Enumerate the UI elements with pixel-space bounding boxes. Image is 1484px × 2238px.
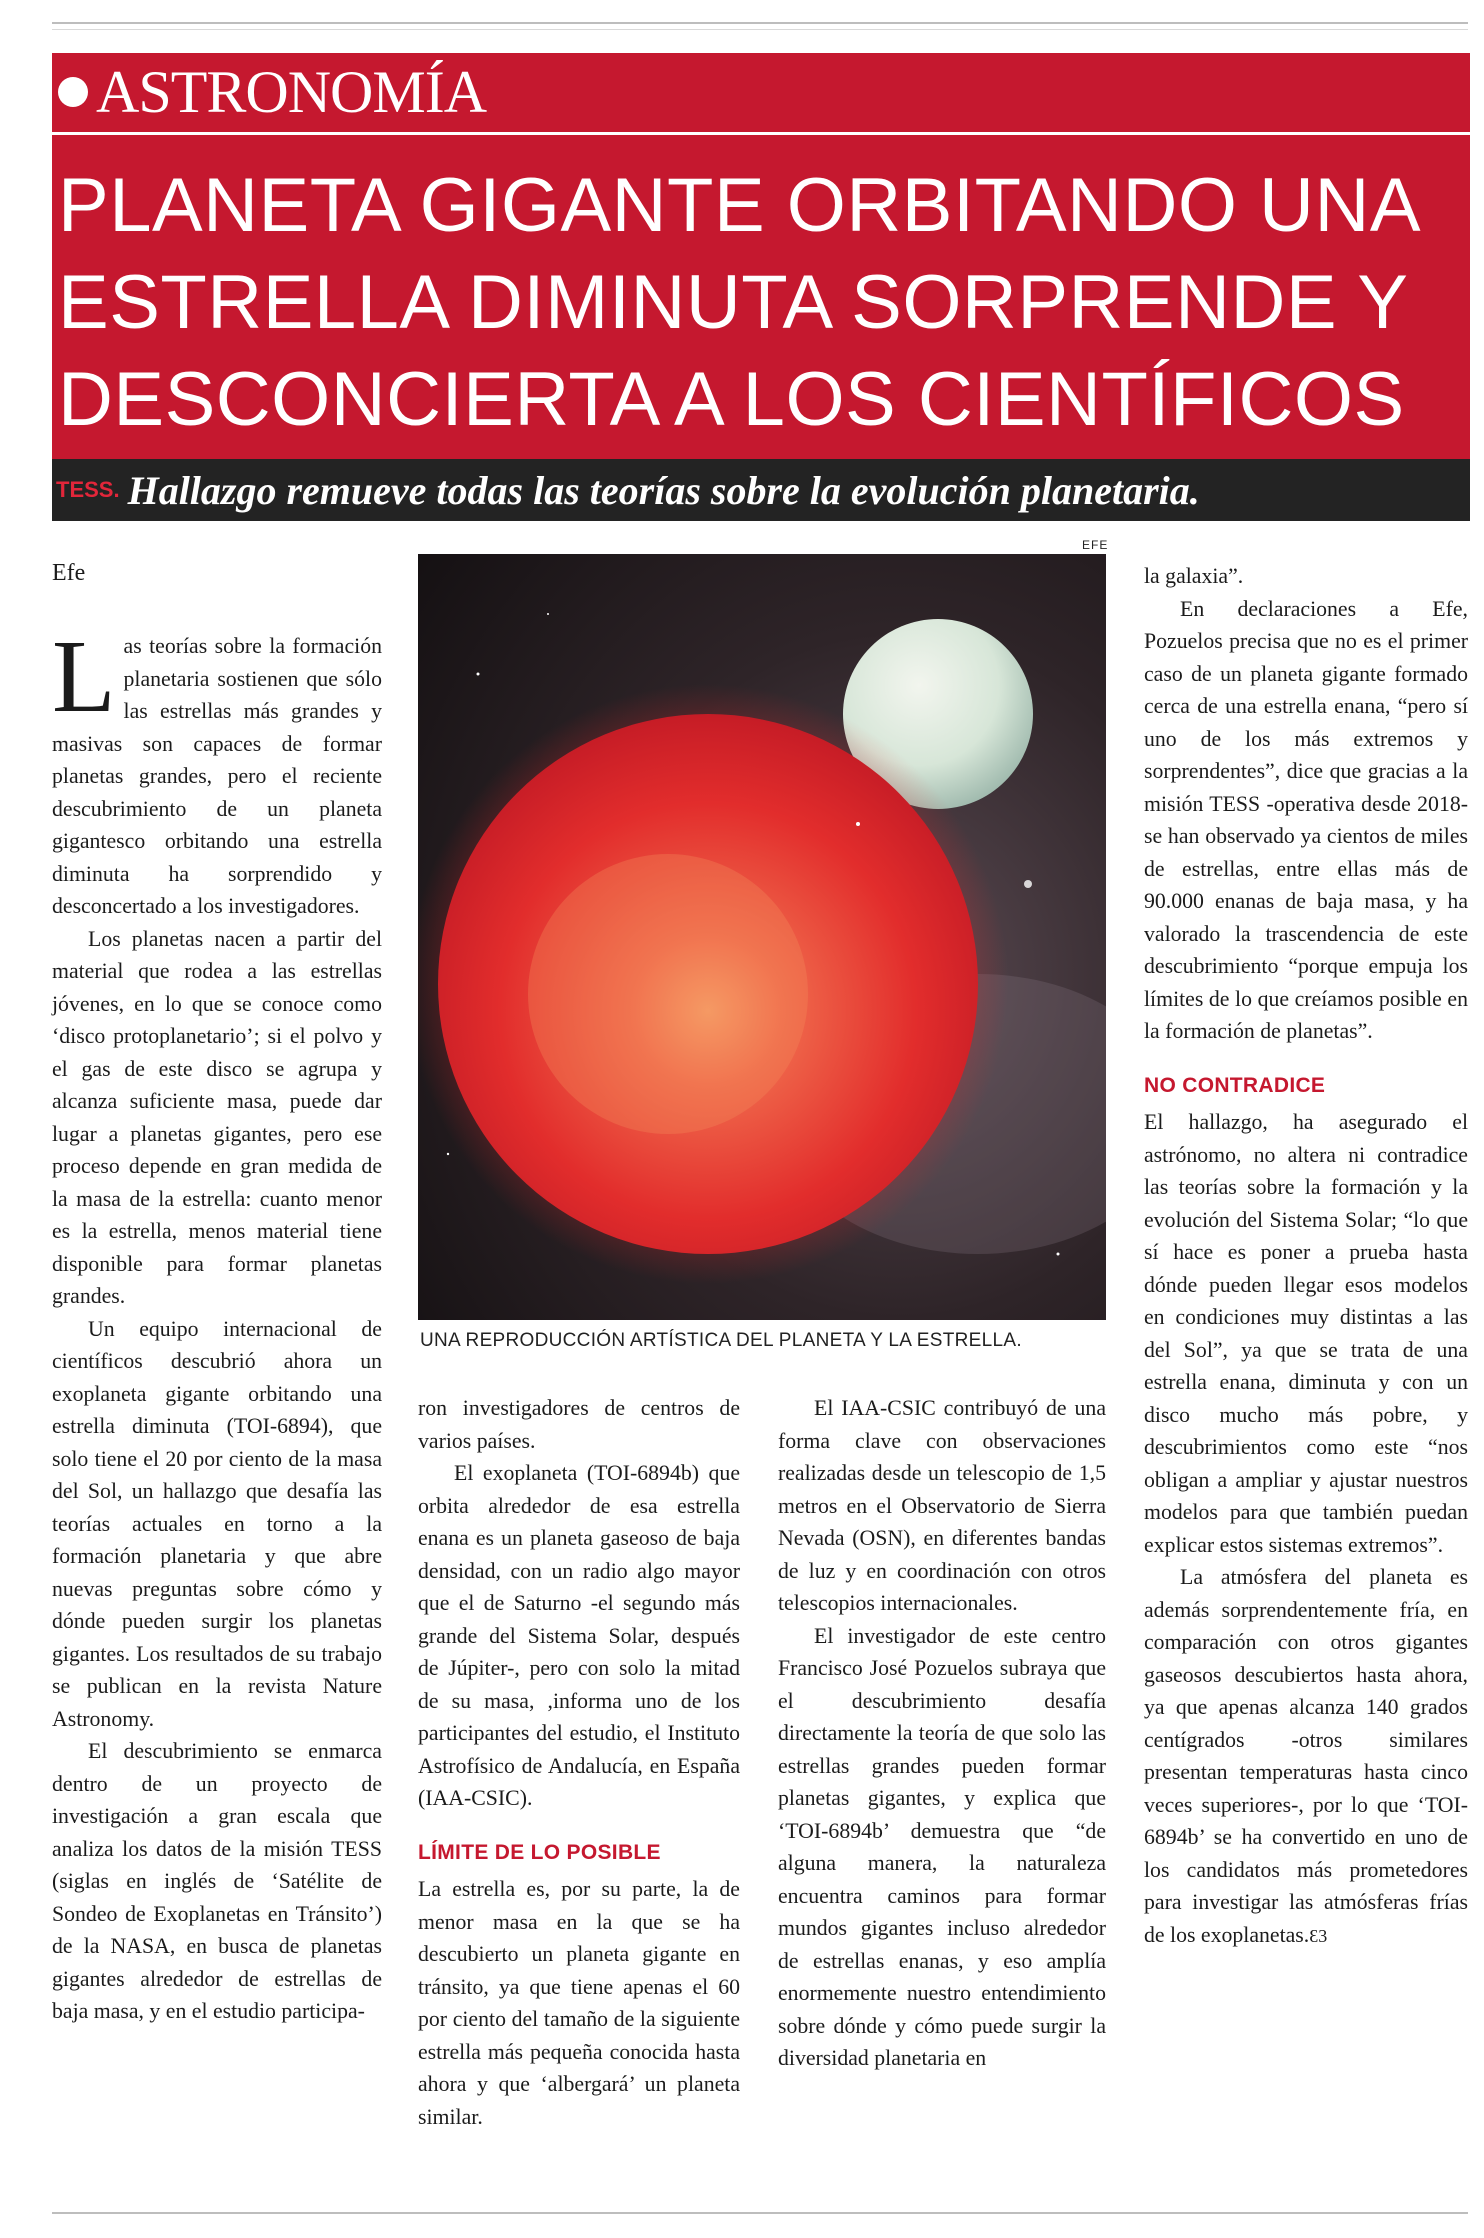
subhead-limite: LÍMITE DE LO POSIBLE: [418, 1840, 661, 1864]
paragraph-8: El IAA-CSIC contribuyó de una forma clave con observaciones realizadas desde un telescopio de 1,5 metros en el Observatorio de Sierra Nevada (OSN), en diferentes bandas de luz y en coordinación con otros telescopios internacionales.: [778, 1396, 1106, 1615]
article-column-1: [52, 619, 382, 2028]
paragraph-9: El investigador de este centro Francisco José Pozuelos subraya que el descubrimiento desafía directamente la teoría de que solo las estrellas grandes pueden formar planetas gigantes, y explica que ‘TOI-6894b’ demuestra que “de alguna manera, la naturaleza encuentra caminos para formar mundos gigantes incluso alrededor de estrellas enanas, y eso amplía enormemente nuestro entendimiento sobre dónde y cómo puede surgir la diversidad planetaria en: [778, 1623, 1106, 2070]
byline: Efe: [52, 560, 86, 586]
end-mark: Ɛ3: [1309, 1925, 1328, 1946]
header-banner: [52, 53, 1470, 459]
bottom-rule: [52, 2212, 1468, 2214]
paragraph-2: Los planetas nacen a partir del material que rodea a las estrellas jóvenes, en lo que se conoce como ‘disco protoplanetario’; si el polvo y el gas de este disco se agrupa y alcanza suficiente masa, puede dar lugar a planetas gigantes, pero ese proceso depende en gran medida de la masa de la estrella: cuanto menor es la estrella, menos material tiene disponible para formar planetas grandes.: [52, 926, 382, 1308]
article-column-4: [1144, 560, 1468, 1952]
subhead-no-contradice: NO CONTRADICE: [1144, 1073, 1326, 1097]
paragraph-12: El hallazgo, ha asegurado el astrónomo, no altera ni contradice las teorías sobre la formación y la evolución del Sistema Solar; “lo que sí hace es poner a prueba hasta dónde pueden llegar esos modelos en condiciones muy distintas a las del Sol”, ya que se trata de una estrella enana, diminuta y con un disco mucho más pobre, y descubrimientos como este “nos obligan a ampliar y ajustar nuestros modelos para que también puedan explicar estos sistemas extremos”.: [1144, 1110, 1468, 1557]
paragraph-1: [52, 619, 382, 923]
paragraph-13-text: La atmósfera del planeta es además sorprendentemente fría, en comparación con otros gigantes gaseosos descubiertos hasta ahora, ya que apenas alcanza 140 grados centígrados -otros similares presentan temperaturas hasta cinco veces superiores-, por lo que ‘TOI-6894b’ se ha convertido en uno de los candidatos más prometedores para investigar las atmósferas frías de los exoplanetas.: [1144, 1565, 1468, 1947]
paragraph-5: ron investigadores de centros de varios países.: [418, 1396, 740, 1453]
paragraph-3: Un equipo internacional de científicos descubrió ahora un exoplaneta gigante orbitando una estrella diminuta (TOI-6894), que solo tiene el 20 por ciento de la masa del Sol, un hallazgo que desafía las teorías actuales en torno a la formación planetaria y que abre nuevas preguntas sobre cómo y dónde pueden surgir los planetas gigantes. Los resultados de su trabajo se publican en la revista Nature Astronomy.: [52, 1316, 382, 1731]
star-planet-illustration: [418, 554, 1106, 1320]
photo-caption: UNA REPRODUCCIÓN ARTÍSTICA DEL PLANETA Y LA ESTRELLA.: [420, 1330, 1022, 1351]
deck-bar: [52, 459, 1470, 521]
paragraph-10: la galaxia”.: [1144, 564, 1244, 588]
deck-kicker: TESS.: [56, 477, 120, 502]
paragraph-4: El descubrimiento se enmarca dentro de un proyecto de investigación a gran escala que analiza los datos de la misión TESS (siglas en inglés de ‘Satélite de Sondeo de Exoplanetas en Tránsito’) de la NASA, en busca de planetas gigantes alrededor de estrellas de baja masa, y en el estudio participa-: [52, 1739, 382, 2023]
photo-credit: EFE: [1082, 538, 1109, 552]
paragraph-6: El exoplaneta (TOI-6894b) que orbita alrededor de esa estrella enana es un planeta gaseoso de baja densidad, con un radio algo mayor que el de Saturno -el segundo más grande del Sistema Solar, después de Júpiter-, pero con solo la mitad de su masa, ,informa uno de los participantes del estudio, el Instituto Astrofísico de Andalucía, en España (IAA-CSIC).: [418, 1461, 740, 1810]
paragraph-1-text: as teorías sobre la formación planetaria sostienen que sólo las estrellas más grandes y masivas son capaces de formar planetas grandes, pero el reciente descubrimiento de un planeta gigantesco orbitando una estrella diminuta ha sorprendido y desconcertado a los investigadores.: [52, 634, 382, 918]
paragraph-7: La estrella es, por su parte, la de menor masa en la que se ha descubierto un planeta gigante en tránsito, ya que tiene apenas el 60 por ciento del tamaño de la siguiente estrella más pequeña conocida hasta ahora y que ‘albergará’ un planeta similar.: [418, 1877, 740, 2129]
top-rule-thin: [52, 29, 1468, 30]
bullet-icon: [58, 77, 88, 107]
section-label: [58, 57, 486, 127]
paragraph-13: [1144, 1561, 1468, 1952]
artist-rendering-image: [418, 554, 1106, 1320]
top-rule: [52, 22, 1468, 24]
drop-cap: L: [52, 619, 116, 734]
paragraph-11: En declaraciones a Efe, Pozuelos precisa que no es el primer caso de un planeta gigante formado cerca de una estrella enana, “pero sí uno de los más extremos y sorprendentes”, dice que gracias a la misión TESS -operativa desde 2018- se han observado ya cientos de miles de estrellas, entre ellas más de 90.000 enanas de baja masa, y ha valorado la trascendencia de este descubrimiento “porque empuja los límites de lo que creíamos posible en la formación de planetas”.: [1144, 596, 1468, 1043]
article-column-3: [778, 1392, 1106, 2075]
article-column-2: [418, 1392, 740, 2133]
deck-subtitle: Hallazgo remueve todas las teorías sobre la evolución planetaria.: [127, 467, 1200, 513]
headline: PLANETA GIGANTE ORBITANDO UNA ESTRELLA DIMINUTA SORPRENDE Y DESCONCIERTA A LOS CIENTÍFICOS: [58, 163, 1417, 442]
section-divider: [52, 132, 1470, 135]
section-title: ASTRONOMÍA: [96, 58, 487, 125]
